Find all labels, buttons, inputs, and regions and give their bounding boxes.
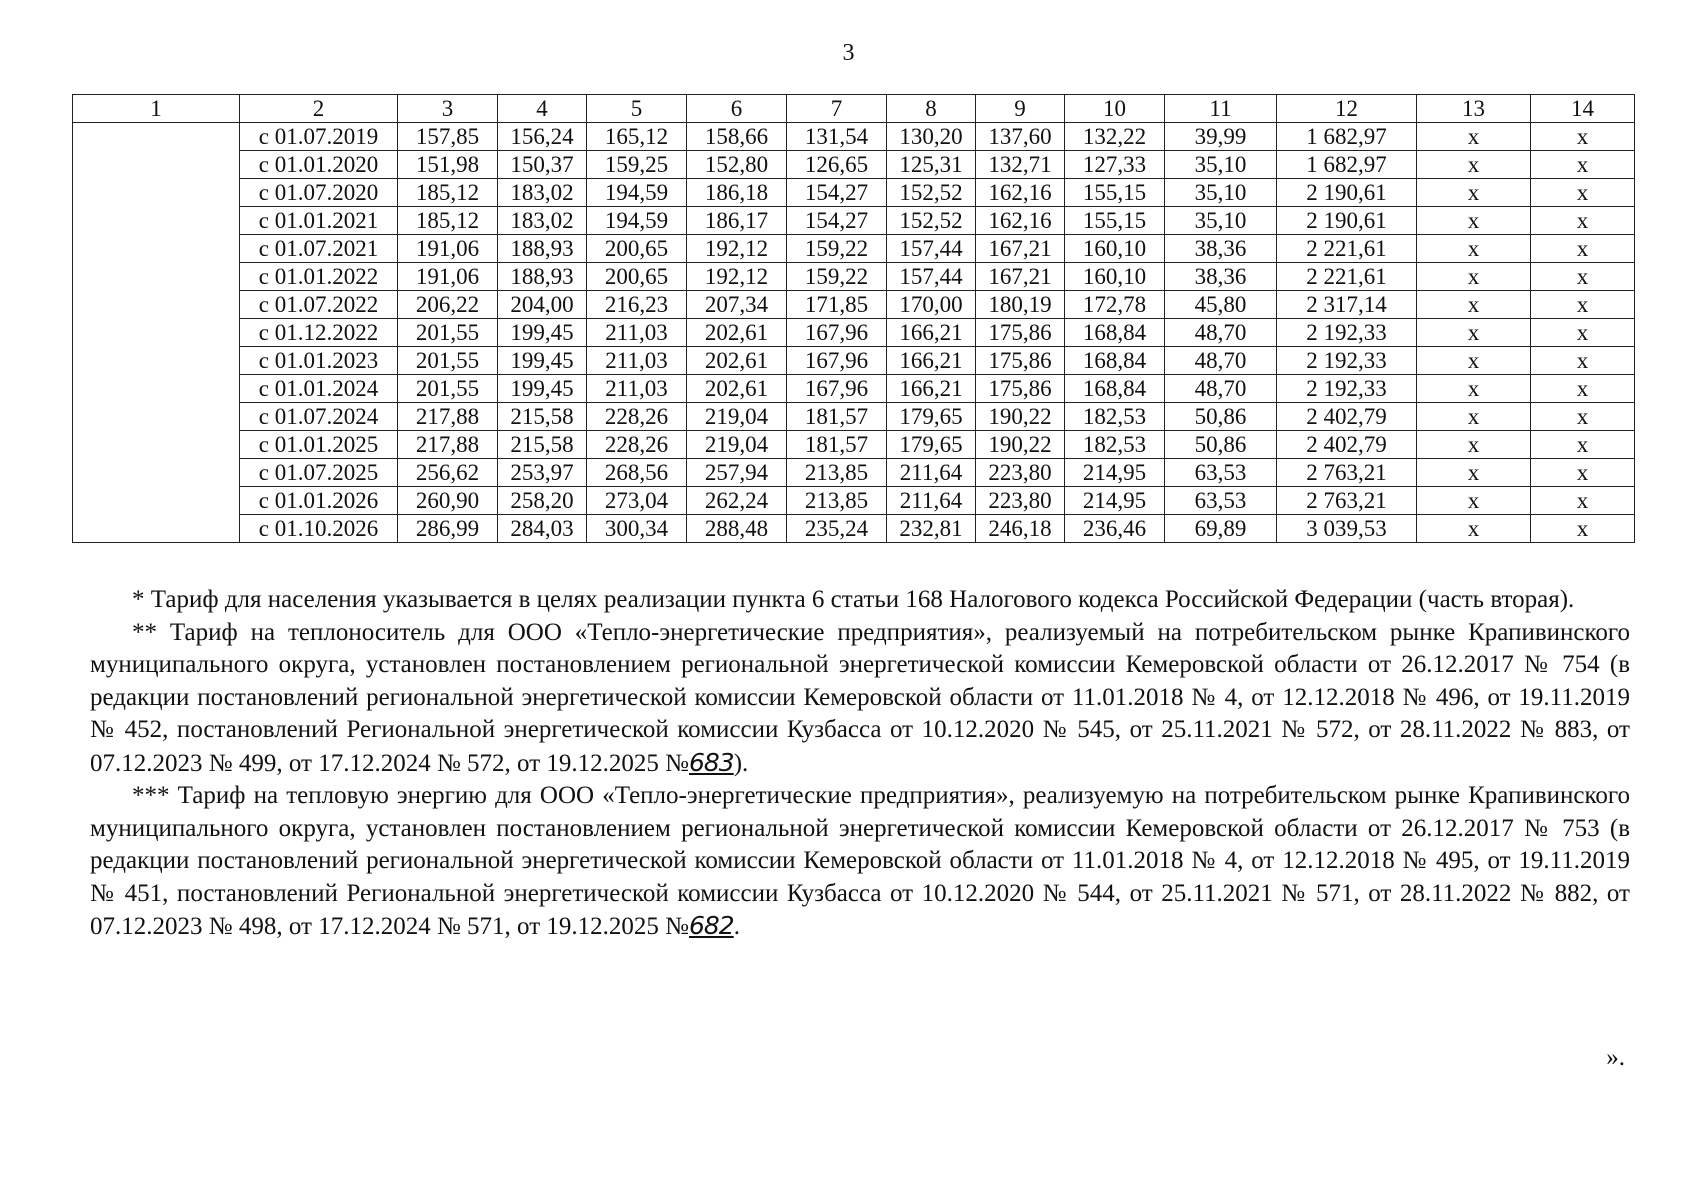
- value-cell: 160,10: [1065, 263, 1165, 291]
- value-cell: 166,21: [887, 319, 976, 347]
- value-cell: 127,33: [1065, 151, 1165, 179]
- date-cell: с 01.07.2025: [240, 459, 398, 487]
- value-cell: 166,21: [887, 375, 976, 403]
- value-cell: x: [1417, 431, 1531, 459]
- value-cell: 167,96: [787, 319, 887, 347]
- table-row: [73, 179, 1635, 207]
- value-cell: 2 763,21: [1277, 487, 1417, 515]
- value-cell: 175,86: [976, 347, 1065, 375]
- value-cell: 2 190,61: [1277, 207, 1417, 235]
- date-cell: с 01.01.2025: [240, 431, 398, 459]
- value-cell: 215,58: [498, 431, 587, 459]
- value-cell: x: [1531, 515, 1635, 543]
- value-cell: 211,64: [887, 459, 976, 487]
- value-cell: 258,20: [498, 487, 587, 515]
- value-cell: 157,85: [398, 123, 498, 151]
- value-cell: 183,02: [498, 207, 587, 235]
- value-cell: 256,62: [398, 459, 498, 487]
- value-cell: 1 682,97: [1277, 123, 1417, 151]
- value-cell: 199,45: [498, 319, 587, 347]
- value-cell: 175,86: [976, 319, 1065, 347]
- value-cell: 207,34: [687, 291, 787, 319]
- table-header-cell: 11: [1165, 95, 1277, 123]
- footnote-1: * Тариф для населения указывается в целях реализации пункта 6 статьи 168 Налогового кодекса Российской Федерации (часть вторая).: [132, 586, 1575, 613]
- table-row: [73, 487, 1635, 515]
- value-cell: 268,56: [587, 459, 687, 487]
- value-cell: 35,10: [1165, 207, 1277, 235]
- value-cell: 236,46: [1065, 515, 1165, 543]
- value-cell: 165,12: [587, 123, 687, 151]
- value-cell: 186,17: [687, 207, 787, 235]
- value-cell: x: [1417, 123, 1531, 151]
- value-cell: 215,58: [498, 403, 587, 431]
- footnote-3-text: *** Тариф на тепловую энергию для ООО «Тепло-энергетические предприятия», реализуемую на потребительском рынке Крапивинского муниципального округа, установлен постановлением региональной энергетической комиссии Кемеровской области от 26.12.2017 № 753 (в редакции постановлений региональной энергетической комиссии Кемеровской области от 11.01.2018 № 4, от 12.12.2018 № 495, от 19.11.2019 № 451, постановлений Региональной энергетической комиссии Кузбасса от 10.12.2020 № 544, от 25.11.2021 № 571, от 28.11.2022 № 882, от 07.12.2023 № 498, от 17.12.2024 № 571, от 19.12.2025 №: [90, 782, 1630, 940]
- value-cell: x: [1531, 347, 1635, 375]
- value-cell: 213,85: [787, 459, 887, 487]
- value-cell: 39,99: [1165, 123, 1277, 151]
- value-cell: 172,78: [1065, 291, 1165, 319]
- value-cell: 213,85: [787, 487, 887, 515]
- value-cell: x: [1531, 487, 1635, 515]
- value-cell: 262,24: [687, 487, 787, 515]
- value-cell: 181,57: [787, 403, 887, 431]
- value-cell: 2 221,61: [1277, 263, 1417, 291]
- value-cell: 200,65: [587, 263, 687, 291]
- table-row: [73, 151, 1635, 179]
- value-cell: 166,21: [887, 347, 976, 375]
- value-cell: 1 682,97: [1277, 151, 1417, 179]
- value-cell: 199,45: [498, 375, 587, 403]
- value-cell: 228,26: [587, 403, 687, 431]
- footnote-2: [90, 617, 1630, 781]
- value-cell: 200,65: [587, 235, 687, 263]
- tariff-table: [72, 94, 1635, 543]
- value-cell: 158,66: [687, 123, 787, 151]
- date-cell: с 01.07.2019: [240, 123, 398, 151]
- value-cell: 179,65: [887, 431, 976, 459]
- value-cell: 182,53: [1065, 403, 1165, 431]
- table-header-cell: 6: [687, 95, 787, 123]
- closing-quote: ».: [1606, 1044, 1625, 1071]
- value-cell: 155,15: [1065, 207, 1165, 235]
- value-cell: 175,86: [976, 375, 1065, 403]
- value-cell: 159,25: [587, 151, 687, 179]
- value-cell: 219,04: [687, 403, 787, 431]
- value-cell: 201,55: [398, 347, 498, 375]
- table-row: [73, 459, 1635, 487]
- date-cell: с 01.10.2026: [240, 515, 398, 543]
- table-row: [73, 515, 1635, 543]
- value-cell: 190,22: [976, 431, 1065, 459]
- value-cell: x: [1417, 291, 1531, 319]
- value-cell: 167,21: [976, 263, 1065, 291]
- value-cell: 171,85: [787, 291, 887, 319]
- value-cell: 211,64: [887, 487, 976, 515]
- table-header-cell: 4: [498, 95, 587, 123]
- value-cell: 38,36: [1165, 263, 1277, 291]
- footnote-3-handwritten-number: 682: [689, 911, 734, 940]
- value-cell: x: [1531, 431, 1635, 459]
- value-cell: 223,80: [976, 487, 1065, 515]
- page-number: 3: [842, 40, 855, 66]
- table-row: [73, 291, 1635, 319]
- date-cell: с 01.07.2020: [240, 179, 398, 207]
- table-row: [73, 319, 1635, 347]
- table-row: [73, 347, 1635, 375]
- date-cell: с 01.01.2023: [240, 347, 398, 375]
- value-cell: 150,37: [498, 151, 587, 179]
- value-cell: x: [1417, 515, 1531, 543]
- value-cell: 2 190,61: [1277, 179, 1417, 207]
- value-cell: 63,53: [1165, 459, 1277, 487]
- empty-first-column-cell: [73, 123, 240, 543]
- table-header-cell: 14: [1531, 95, 1635, 123]
- value-cell: x: [1531, 207, 1635, 235]
- value-cell: 194,59: [587, 179, 687, 207]
- value-cell: 235,24: [787, 515, 887, 543]
- value-cell: 167,96: [787, 375, 887, 403]
- value-cell: 223,80: [976, 459, 1065, 487]
- value-cell: 253,97: [498, 459, 587, 487]
- value-cell: 273,04: [587, 487, 687, 515]
- value-cell: 185,12: [398, 179, 498, 207]
- value-cell: 132,22: [1065, 123, 1165, 151]
- value-cell: x: [1417, 319, 1531, 347]
- value-cell: x: [1417, 375, 1531, 403]
- value-cell: 211,03: [587, 347, 687, 375]
- table-header-cell: 3: [398, 95, 498, 123]
- value-cell: 48,70: [1165, 347, 1277, 375]
- value-cell: 50,86: [1165, 403, 1277, 431]
- value-cell: 216,23: [587, 291, 687, 319]
- value-cell: 63,53: [1165, 487, 1277, 515]
- value-cell: x: [1417, 151, 1531, 179]
- date-cell: с 01.12.2022: [240, 319, 398, 347]
- value-cell: 137,60: [976, 123, 1065, 151]
- table-header-cell: 1: [73, 95, 240, 123]
- value-cell: 191,06: [398, 263, 498, 291]
- value-cell: 154,27: [787, 179, 887, 207]
- value-cell: 194,59: [587, 207, 687, 235]
- value-cell: 48,70: [1165, 375, 1277, 403]
- value-cell: 130,20: [887, 123, 976, 151]
- date-cell: с 01.01.2026: [240, 487, 398, 515]
- table-row: [73, 375, 1635, 403]
- value-cell: 168,84: [1065, 375, 1165, 403]
- value-cell: 131,54: [787, 123, 887, 151]
- footnote-2-end: ).: [733, 749, 749, 777]
- value-cell: 154,27: [787, 207, 887, 235]
- value-cell: 159,22: [787, 235, 887, 263]
- value-cell: 181,57: [787, 431, 887, 459]
- value-cell: 202,61: [687, 347, 787, 375]
- value-cell: 188,93: [498, 263, 587, 291]
- value-cell: 228,26: [587, 431, 687, 459]
- table-row: [73, 207, 1635, 235]
- table-row: [73, 403, 1635, 431]
- footnote-3: [90, 780, 1630, 944]
- value-cell: x: [1417, 459, 1531, 487]
- table-header-cell: 2: [240, 95, 398, 123]
- value-cell: 35,10: [1165, 151, 1277, 179]
- value-cell: 152,80: [687, 151, 787, 179]
- value-cell: 2 192,33: [1277, 347, 1417, 375]
- value-cell: x: [1417, 179, 1531, 207]
- value-cell: x: [1531, 319, 1635, 347]
- footnotes: [90, 584, 1630, 944]
- value-cell: 300,34: [587, 515, 687, 543]
- value-cell: 50,86: [1165, 431, 1277, 459]
- value-cell: 183,02: [498, 179, 587, 207]
- value-cell: 211,03: [587, 375, 687, 403]
- date-cell: с 01.07.2024: [240, 403, 398, 431]
- value-cell: 185,12: [398, 207, 498, 235]
- value-cell: 2 192,33: [1277, 375, 1417, 403]
- value-cell: 180,19: [976, 291, 1065, 319]
- value-cell: x: [1417, 207, 1531, 235]
- value-cell: 159,22: [787, 263, 887, 291]
- value-cell: 48,70: [1165, 319, 1277, 347]
- table-row: [73, 431, 1635, 459]
- value-cell: 2 402,79: [1277, 431, 1417, 459]
- value-cell: 288,48: [687, 515, 787, 543]
- value-cell: 157,44: [887, 235, 976, 263]
- value-cell: 284,03: [498, 515, 587, 543]
- date-cell: с 01.01.2021: [240, 207, 398, 235]
- value-cell: 191,06: [398, 235, 498, 263]
- value-cell: 2 317,14: [1277, 291, 1417, 319]
- date-cell: с 01.01.2024: [240, 375, 398, 403]
- footnote-2-handwritten-number: 683: [689, 747, 734, 777]
- value-cell: 201,55: [398, 319, 498, 347]
- value-cell: 157,44: [887, 263, 976, 291]
- value-cell: x: [1417, 403, 1531, 431]
- value-cell: 45,80: [1165, 291, 1277, 319]
- value-cell: x: [1531, 179, 1635, 207]
- value-cell: 2 221,61: [1277, 235, 1417, 263]
- value-cell: 206,22: [398, 291, 498, 319]
- value-cell: x: [1417, 347, 1531, 375]
- value-cell: 201,55: [398, 375, 498, 403]
- value-cell: 69,89: [1165, 515, 1277, 543]
- value-cell: 132,71: [976, 151, 1065, 179]
- value-cell: x: [1417, 487, 1531, 515]
- value-cell: 162,16: [976, 207, 1065, 235]
- value-cell: x: [1417, 235, 1531, 263]
- date-cell: с 01.01.2020: [240, 151, 398, 179]
- value-cell: 192,12: [687, 263, 787, 291]
- table-header-cell: 13: [1417, 95, 1531, 123]
- value-cell: 167,21: [976, 235, 1065, 263]
- value-cell: 156,24: [498, 123, 587, 151]
- value-cell: x: [1531, 235, 1635, 263]
- value-cell: 211,03: [587, 319, 687, 347]
- value-cell: x: [1531, 459, 1635, 487]
- table-header-row: [73, 95, 1635, 123]
- table-header-cell: 10: [1065, 95, 1165, 123]
- value-cell: 202,61: [687, 319, 787, 347]
- date-cell: с 01.07.2022: [240, 291, 398, 319]
- value-cell: 204,00: [498, 291, 587, 319]
- value-cell: 217,88: [398, 403, 498, 431]
- value-cell: 246,18: [976, 515, 1065, 543]
- value-cell: 168,84: [1065, 347, 1165, 375]
- value-cell: 167,96: [787, 347, 887, 375]
- value-cell: 162,16: [976, 179, 1065, 207]
- value-cell: 179,65: [887, 403, 976, 431]
- value-cell: 219,04: [687, 431, 787, 459]
- value-cell: 38,36: [1165, 235, 1277, 263]
- value-cell: 2 192,33: [1277, 319, 1417, 347]
- value-cell: 35,10: [1165, 179, 1277, 207]
- value-cell: 217,88: [398, 431, 498, 459]
- table-header-cell: 8: [887, 95, 976, 123]
- value-cell: 199,45: [498, 347, 587, 375]
- value-cell: 151,98: [398, 151, 498, 179]
- date-cell: с 01.01.2022: [240, 263, 398, 291]
- value-cell: 3 039,53: [1277, 515, 1417, 543]
- table-row: [73, 235, 1635, 263]
- table-row: [73, 123, 1635, 151]
- value-cell: 214,95: [1065, 459, 1165, 487]
- value-cell: x: [1531, 403, 1635, 431]
- table-header-cell: 12: [1277, 95, 1417, 123]
- value-cell: 214,95: [1065, 487, 1165, 515]
- value-cell: 232,81: [887, 515, 976, 543]
- value-cell: 2 763,21: [1277, 459, 1417, 487]
- value-cell: 160,10: [1065, 235, 1165, 263]
- value-cell: x: [1531, 375, 1635, 403]
- value-cell: 2 402,79: [1277, 403, 1417, 431]
- value-cell: x: [1531, 291, 1635, 319]
- footnote-3-end: .: [733, 913, 740, 940]
- value-cell: x: [1531, 123, 1635, 151]
- value-cell: 257,94: [687, 459, 787, 487]
- value-cell: 286,99: [398, 515, 498, 543]
- value-cell: 152,52: [887, 207, 976, 235]
- value-cell: 126,65: [787, 151, 887, 179]
- value-cell: x: [1531, 151, 1635, 179]
- table-header-cell: 5: [587, 95, 687, 123]
- value-cell: 152,52: [887, 179, 976, 207]
- value-cell: 260,90: [398, 487, 498, 515]
- value-cell: 192,12: [687, 235, 787, 263]
- value-cell: 155,15: [1065, 179, 1165, 207]
- footnote-2-text: ** Тариф на теплоноситель для ООО «Тепло-энергетические предприятия», реализуемый на потребительском рынке Крапивинского муниципального округа, установлен постановлением региональной энергетической комиссии Кемеровской области от 26.12.2017 № 754 (в редакции постановлений региональной энергетической комиссии Кемеровской области от 11.01.2018 № 4, от 12.12.2018 № 496, от 19.11.2019 № 452, постановлений Региональной энергетической комиссии Кузбасса от 10.12.2020 № 545, от 25.11.2021 № 572, от 28.11.2022 № 883, от 07.12.2023 № 499, от 17.12.2024 № 572, от 19.12.2025 №: [90, 618, 1630, 777]
- value-cell: 168,84: [1065, 319, 1165, 347]
- table-header-cell: 9: [976, 95, 1065, 123]
- value-cell: 202,61: [687, 375, 787, 403]
- value-cell: 190,22: [976, 403, 1065, 431]
- table-row: [73, 263, 1635, 291]
- value-cell: 182,53: [1065, 431, 1165, 459]
- value-cell: 170,00: [887, 291, 976, 319]
- table-header-cell: 7: [787, 95, 887, 123]
- date-cell: с 01.07.2021: [240, 235, 398, 263]
- value-cell: x: [1417, 263, 1531, 291]
- value-cell: x: [1531, 263, 1635, 291]
- value-cell: 188,93: [498, 235, 587, 263]
- value-cell: 125,31: [887, 151, 976, 179]
- value-cell: 186,18: [687, 179, 787, 207]
